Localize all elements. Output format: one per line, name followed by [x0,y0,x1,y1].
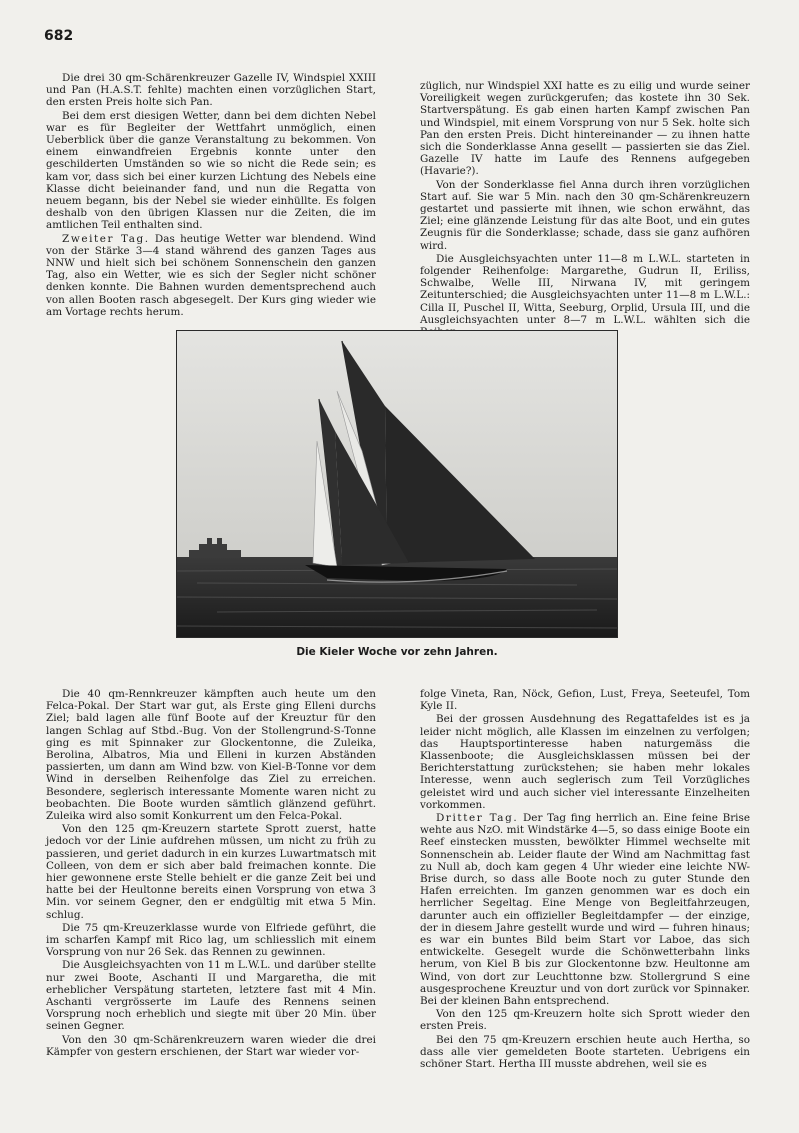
paragraph: Die Ausgleichsyachten von 11 m L.W.L. und darüber stellte nur zwei Boote, Aschanti II und Margaretha, die mit erheblicher Verspätung starteten, letztere fast mit 4 Min. Aschanti vergrösserte im Laufe des Rennens seinen Vorsprung noch erheblich und siegte mit über 20 Min. über seinen Gegner. [46,959,376,1033]
paragraph: Von der Sonderklasse fiel Anna durch ihren vorzüglichen Start auf. Sie war 5 Min. nach den 30 qm-Schärenkreuzern gestartet und passierte mit ihnen, wie schon erwähnt, das Ziel; eine glänzende Leistung für das alte Boot, und ein gutes Zeugnis für die Sonderklasse; schade, dass sie ganz aufhören wird. [420,178,750,252]
paragraph-text: Der Tag fing herrlich an. Eine feine Brise wehte aus NzO. mit Windstärke 4—5, so dass einige Boote ein Reef einstecken mussten, bewölkter Himmel wechselte mit Sonnenschein ab. Leider flaute der Wind am Nachmittag fast zu Null ab, doch kam gegen 4 Uhr wieder eine leichte NW-Brise durch, so dass alle Boote noch zu guter Stunde den Hafen erreichten. Im ganzen genommen war es doch ein herrlicher Segeltag. Eine Menge von Begleitfahrzeugen, darunter auch ein offizieller Begleitdampfer — der einzige, der in diesem Jahre gestellt wurde und wird — fuhren hinaus; es war ein buntes Bild beim Start vor Laboe, das sich entwickelte. Gesegelt wurde die Schönwetterbahn links herum, von Kiel B bis zur Glockentonne bzw. Heultonne am Wind, von dort zur Leuchttonne bzw. Stollergrund S eine ausgesprochene Kreuztur und von dort zurück vor Spinnaker. Bei der kleinen Bahn entsprechend. [420,812,750,1008]
page-number: 682 [44,28,74,44]
paragraph: Bei dem erst diesigen Wetter, dann bei dem dichten Nebel war es für Begleiter der Wettfahrt unmöglich, einen Ueberblick über die ganze Veranstaltung zu bekommen. Von einem einwandfreien Ergebnis konnte unter den geschilderten Umständen so wie so nicht die Rede sein; es kam vor, dass sich bei einer kurzen Lichtung des Nebels eine Klasse dicht beieinander fand, und nun die Regatta von neuem begann, bis der Nebel sie wieder einhüllte. Es folgen deshalb von den übrigen Klassen nur die Zeiten, die im amtlichen Teil enthalten sind. [46,109,376,232]
text-column-1 [46,72,376,318]
photo-sailing-yacht [176,330,618,638]
text-column-3 [46,688,376,1058]
paragraph: züglich, nur Windspiel XXI hatte es zu eilig und wurde seiner Voreiligkeit wegen zurückgerufen; das kostete ihn 30 Sek. Startverspätung. Es gab einen harten Kampf zwischen Pan und Windspiel, mit einem Vorsprung von nur 5 Sek. holte sich Pan den ersten Preis. Dicht hintereinander — zu ihnen hatte sich die Sonderklasse Anna gesellt — passierten sie das Ziel. Gazelle IV hatte im Laufe des Rennens aufgegeben (Havarie?). [420,80,750,178]
paragraph: Die Ausgleichsyachten unter 11—8 m L.W.L. starteten in folgender Reihenfolge: Margarethe, Gudrun II, Eriliss, Schwalbe, Welle III, Nirwana IV, mit geringem Zeitunterschied; die Ausgleichsyachten unter 11—8 m L.W.L.: Cilla II, Puschel II, Witta, Seeburg, Orplid, Ursula III, und die Ausgleichsyachten unter 8—7 m L.W.L. wählten sich die [420,252,750,326]
paragraph [420,812,750,1007]
paragraph [46,233,376,318]
paragraph: Von den 30 qm-Schärenkreuzern waren wieder die drei Kämpfer von gestern erschienen, der Start war wieder vor- [46,1033,376,1058]
sailboat-illustration [177,331,617,637]
paragraph: Bei der grossen Ausdehnung des Regattafeldes ist es ja leider nicht möglich, alle Klassen im einzelnen zu verfolgen; das Hauptsportinteresse haben naturgemäss die Klassenboote; die Ausgleichsklassen müssen bei der Berichterstattung zurückstehen; sie haben mehr lokales Interesse, wenn auch seglerisch zum Teil Vorzügliches geleistet wird und auch sicher viel interessante Einzelheiten vorkommen. [420,713,750,811]
paragraph: Die drei 30 qm-Schärenkreuzer Gazelle IV, Windspiel XXIII und Pan (H.A.S.T. fehlte) machten einen vorzüglichen Start, den ersten Preis holte sich Pan. [46,72,376,109]
paragraph: Von den 125 qm-Kreuzern startete Sprott zuerst, hatte jedoch vor der Linie aufdrehen müssen, um nicht zu früh zu passieren, und geriet dadurch in ein kurzes Luwartmatsch mit Colleen, von dem er sich aber bald freimachen konnte. Die hier gewonnene erste Stelle behielt er die ganze Zeit bei und hatte bei der Heultonne bereits einen Vorsprung von etwa 3 Min. vor seinem Gegner, den er endgültig mit etwa 5 Min. schlug. [46,823,376,921]
section-lead: Dritter Tag. [436,812,519,825]
figure-caption: Die Kieler Woche vor zehn Jahren. [296,646,498,658]
text-column-4 [420,688,750,1070]
section-lead: Zweiter Tag. [62,232,150,245]
paragraph-text: Das heutige Wetter war blendend. Wind von der Stärke 3—4 stand während des ganzen Tages aus NNW und hielt sich bei schönem Sonnenschein den ganzen Tag, also ein Wetter, wie es sich der Segler nicht schöner denken konnte. Die Bahnen wurden dementsprechend auch von allen Booten rasch abgesegelt. Der Kurs ging wieder wie am Vortage rechts herum. [46,232,376,318]
text-column-2 [420,80,750,338]
paragraph: Bei den 75 qm-Kreuzern erschien heute auch Hertha, so dass alle vier gemeldeten Boote starteten. Uebrigens ein schöner Start. Hertha III musste abdrehen, weil sie es [420,1033,750,1071]
paragraph: folge Vineta, Ran, Nöck, Gefion, Lust, Freya, Seeteufel, Tom Kyle II. [420,688,750,713]
paragraph: Von den 125 qm-Kreuzern holte sich Sprott wieder den ersten Preis. [420,1008,750,1033]
paragraph: Die 40 qm-Rennkreuzer kämpften auch heute um den Felca-Pokal. Der Start war gut, als Erste ging Elleni durchs Ziel; bald lagen alle fünf Boote auf der Kreuztur für den langen Schlag auf Stbd.-Bug. Von der Stollengrund-S-Tonne ging es mit Spinnaker zur Glockentonne, die Zuleika, Berolina, Albatros, Mia und Elleni in kurzen Abständen passierten, um dann am Wind bzw. von Kiel-B-Tonne vor dem Wind in derselben Reihenfolge das Ziel zu erreichen. Besondere, seglerisch interessante Momente waren nicht zu beobachten. Die Boote wurden sämtlich glänzend geführt. Zuleika wird also somit Konkurrent um den Felca-Pokal. [46,688,376,823]
paragraph: Die 75 qm-Kreuzerklasse wurde von Elfriede geführt, die im scharfen Kampf mit Rico lag, um schliesslich mit einem Vorsprung von nur 26 Sek. das Rennen zu gewinnen. [46,921,376,959]
